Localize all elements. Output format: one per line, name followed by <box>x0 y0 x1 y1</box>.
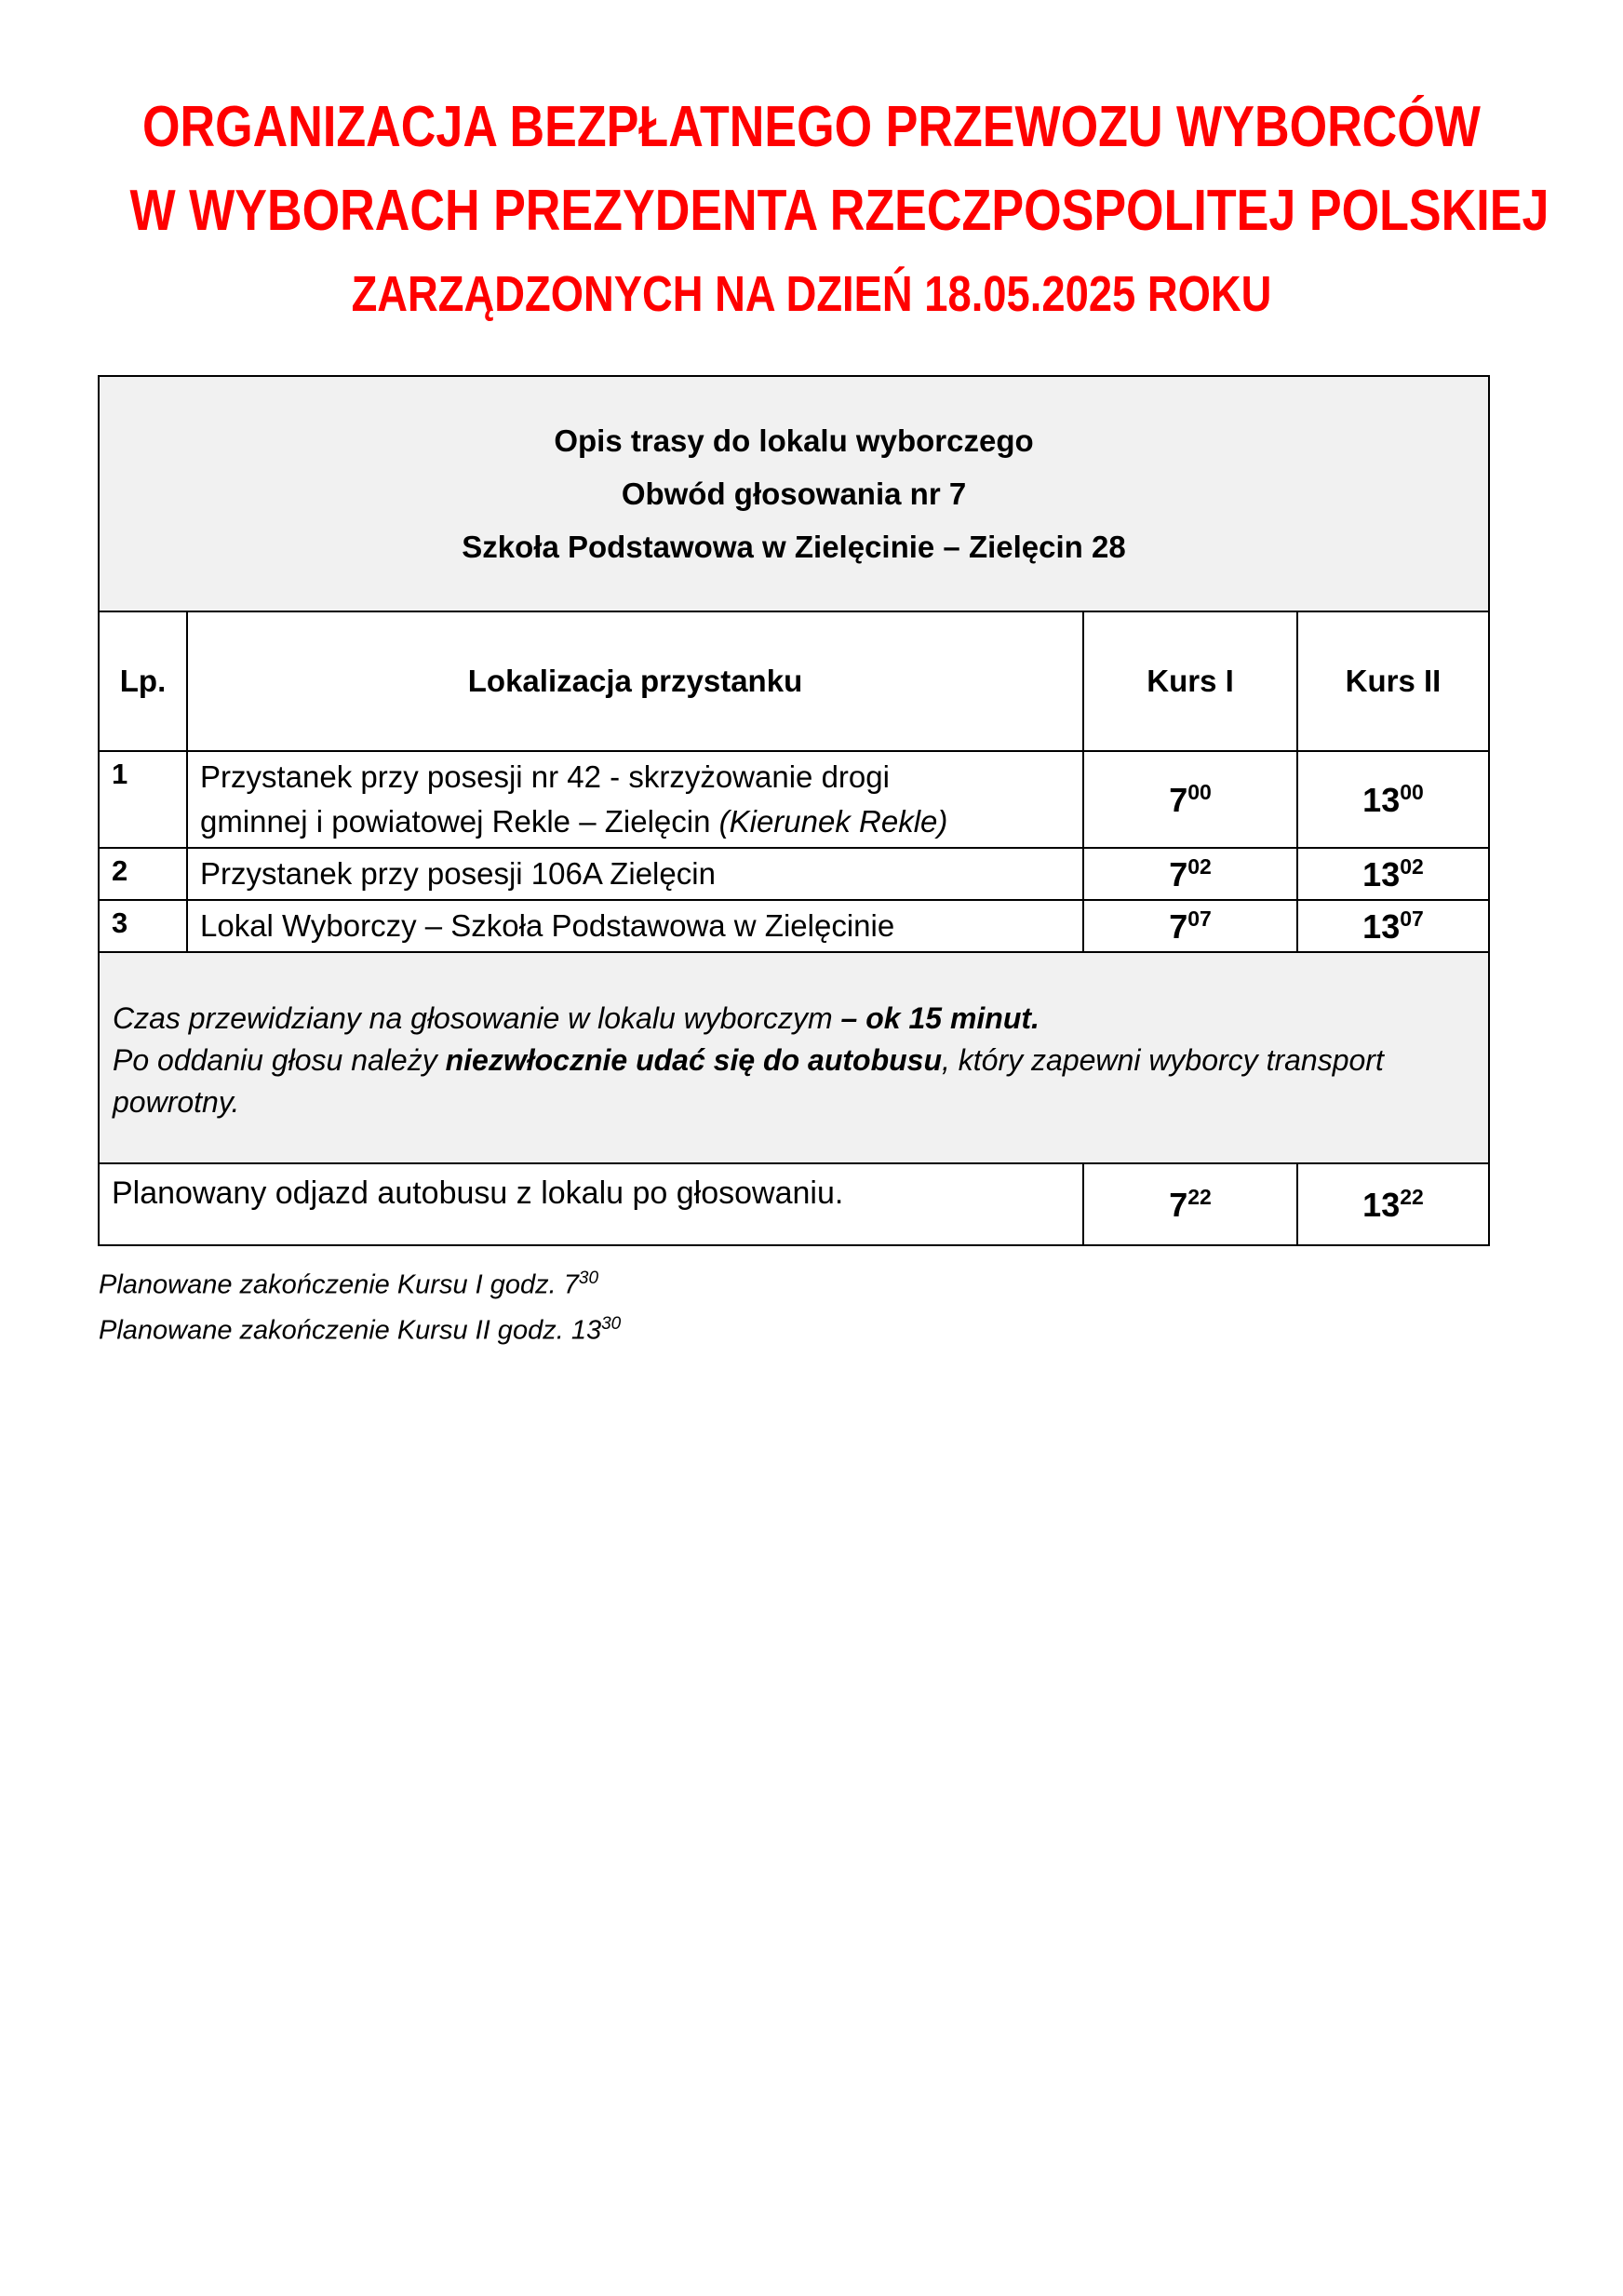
kurs2-time-cell: $13^{02}$ <box>1297 848 1489 900</box>
title-line-3: ZARZĄDZONYCH NA DZIEŃ 18.05.2025 ROKU <box>351 266 1272 322</box>
stop-location-cell <box>187 751 1083 848</box>
footnote-kurs2-minutes: 30 <box>601 1313 622 1334</box>
footnotes <box>99 1259 1623 1349</box>
voting-note-cell <box>99 952 1489 1163</box>
departure-row <box>99 1163 1489 1245</box>
kurs1-departure-time-cell: $7^{22}$ <box>1083 1163 1297 1245</box>
departure-label-cell: Planowany odjazd autobusu z lokalu po głosowaniu. <box>99 1163 1083 1245</box>
caption-line-1: Opis trasy do lokalu wyborczego <box>554 423 1034 458</box>
stop-location-line-2: gminnej i powiatowej Rekle – Zielęcin (Kierunek Rekle) <box>200 804 948 839</box>
kurs1-time-minutes: 02 <box>1187 853 1212 879</box>
caption-line-2: Obwód głosowania nr 7 <box>621 477 967 511</box>
row-number-cell: 2 <box>99 848 187 900</box>
column-header-kurs1: Kurs I <box>1083 611 1297 751</box>
footnote-kurs1: Planowane zakończenie Kursu I godz. $7^{30}$ <box>99 1269 599 1300</box>
kurs2-departure-time-cell: $13^{22}$ <box>1297 1163 1489 1245</box>
table-row <box>99 848 1489 900</box>
row-number-cell: 3 <box>99 900 187 952</box>
table-caption-cell <box>99 376 1489 611</box>
route-table <box>98 375 1490 1246</box>
kurs2-time-cell: $13^{00}$ <box>1297 751 1489 848</box>
stop-location-direction: (Kierunek Rekle) <box>718 804 948 839</box>
kurs2-time-cell: $13^{07}$ <box>1297 900 1489 952</box>
note-line-1: Czas przewidziany na głosowanie w lokalu wyborczym – ok 15 minut. <box>113 1001 1040 1035</box>
table-row <box>99 751 1489 848</box>
title-line-2: W WYBORACH PREZYDENTA RZECZPOSPOLITEJ POLSKIEJ <box>129 179 1549 243</box>
kurs2-time-minutes: 02 <box>1400 853 1424 879</box>
column-header-row <box>99 611 1489 751</box>
stop-location-line-1: Przystanek przy posesji nr 42 - skrzyżowanie drogi <box>200 759 890 794</box>
footnote-kurs1-hour: 7 <box>563 1269 579 1300</box>
footnote-kurs2-hour: 13 <box>570 1315 602 1346</box>
kurs1-time-cell: $7^{02}$ <box>1083 848 1297 900</box>
voting-note-row <box>99 952 1489 1163</box>
column-header-lp: Lp. <box>99 611 187 751</box>
kurs1-time-minutes: 07 <box>1187 906 1212 931</box>
caption-line-3: Szkoła Podstawowa w Zielęcinie – Zielęcin 28 <box>462 530 1126 564</box>
row-number-cell: 1 <box>99 751 187 848</box>
table-row <box>99 900 1489 952</box>
kurs1-time-minutes: 00 <box>1187 779 1212 804</box>
note-line-3: powrotny. <box>113 1085 240 1119</box>
note-line-2: Po oddaniu głosu należy niezwłocznie udać się do autobusu, który zapewni wyborcy transport <box>113 1043 1384 1077</box>
column-header-kurs2: Kurs II <box>1297 611 1489 751</box>
kurs1-time-cell: $7^{07}$ <box>1083 900 1297 952</box>
stop-location-cell: Przystanek przy posesji 106A Zielęcin <box>187 848 1083 900</box>
table-caption-row <box>99 376 1489 611</box>
kurs1-time-minutes: 22 <box>1187 1184 1212 1209</box>
kurs2-time-minutes: 07 <box>1400 906 1424 931</box>
document-title <box>0 0 1623 335</box>
kurs2-time-minutes: 22 <box>1400 1184 1424 1209</box>
footnote-kurs1-minutes: 30 <box>578 1269 599 1288</box>
kurs1-time-cell: $7^{00}$ <box>1083 751 1297 848</box>
title-line-1: ORGANIZACJA BEZPŁATNEGO PRZEWOZU WYBORCÓW <box>142 95 1481 159</box>
stop-location-cell: Lokal Wyborczy – Szkoła Podstawowa w Zielęcinie <box>187 900 1083 952</box>
footnote-kurs2: Planowane zakończenie Kursu II godz. $13^{30}$ <box>99 1313 622 1346</box>
column-header-location: Lokalizacja przystanku <box>187 611 1083 751</box>
kurs2-time-minutes: 00 <box>1400 779 1424 804</box>
